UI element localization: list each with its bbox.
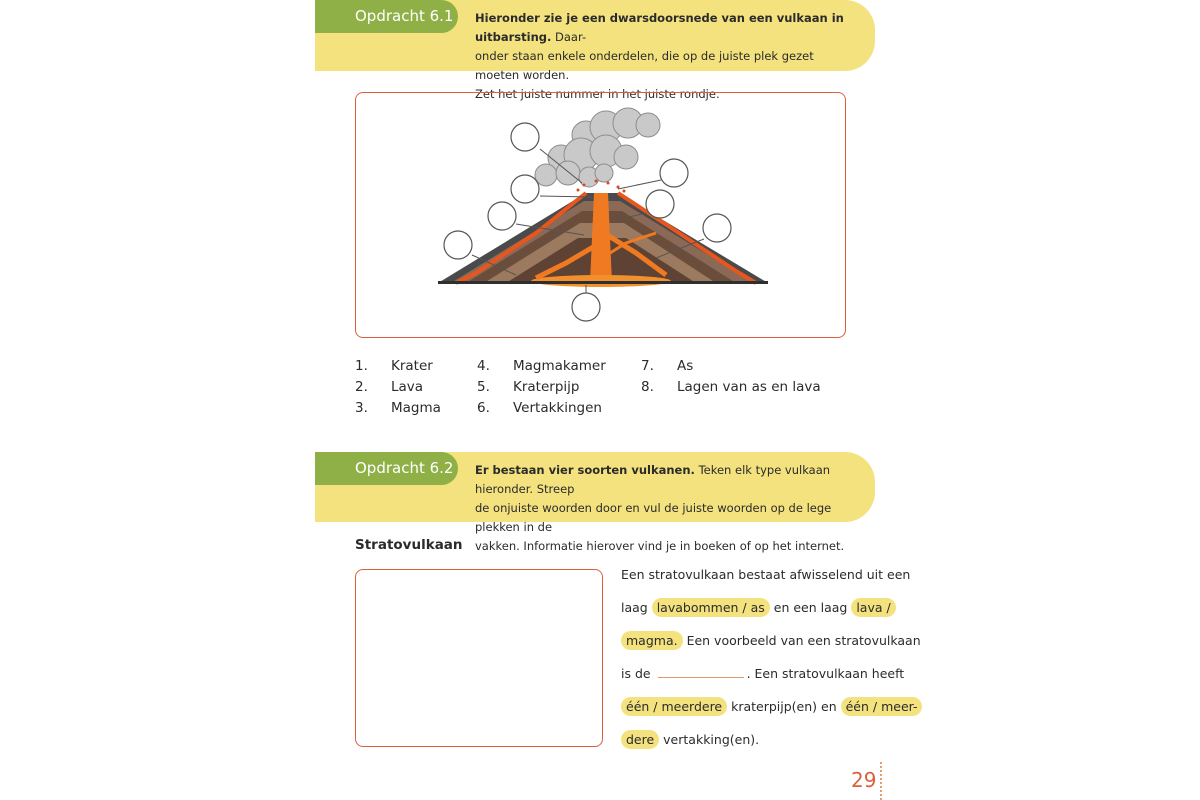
answer-circle[interactable] xyxy=(572,293,600,321)
legend-column-3 xyxy=(641,356,841,398)
answer-circle[interactable] xyxy=(488,202,516,230)
choice-highlight[interactable]: magma. xyxy=(621,631,683,650)
answer-circle[interactable] xyxy=(703,214,731,242)
exercise-instruction xyxy=(475,9,855,104)
text: is de xyxy=(621,666,655,681)
answer-blank[interactable] xyxy=(658,664,744,678)
exercise-tag: Opdracht 6.2 xyxy=(315,452,458,485)
exercise-6-1-banner xyxy=(315,0,875,101)
volcano-diagram-frame xyxy=(355,92,846,338)
legend-item xyxy=(355,356,465,377)
fill-in-paragraph xyxy=(621,564,921,764)
legend-item xyxy=(477,356,627,377)
legend-item xyxy=(355,398,465,419)
instruction-text: vakken. Informatie hierover vind je in boeken of op het internet. xyxy=(475,539,845,553)
exercise-tag: Opdracht 6.1 xyxy=(315,0,458,33)
choice-highlight[interactable]: één / meer- xyxy=(841,697,923,716)
legend-number: 3. xyxy=(355,400,368,416)
legend-label: Krater xyxy=(391,358,433,374)
choice-highlight[interactable]: lavabommen / as xyxy=(652,598,770,617)
legend-item xyxy=(477,398,627,419)
legend-item xyxy=(641,377,841,398)
legend-item xyxy=(355,377,465,398)
exercise-instruction xyxy=(475,461,855,556)
legend-item xyxy=(477,377,627,398)
legend-number: 4. xyxy=(477,358,490,374)
choice-highlight[interactable]: één / meerdere xyxy=(621,697,727,716)
paragraph-line xyxy=(621,597,896,619)
legend-column-1 xyxy=(355,356,465,419)
instruction-bold: Hieronder zie je een dwarsdoorsnede van een vulkaan in uitbarsting. xyxy=(475,11,844,44)
legend-label: Kraterpijp xyxy=(513,379,580,395)
paragraph-line xyxy=(621,696,922,718)
answer-circle[interactable] xyxy=(660,159,688,187)
paragraph-line: Een stratovulkaan bestaat afwisselend uit een xyxy=(621,567,911,582)
legend-label: Lava xyxy=(391,379,424,395)
legend-number: 5. xyxy=(477,379,490,395)
legend-number: 6. xyxy=(477,400,490,416)
legend-label: Magmakamer xyxy=(513,358,606,374)
choice-highlight[interactable]: dere xyxy=(621,730,659,749)
legend-number: 1. xyxy=(355,358,368,374)
answer-circle[interactable] xyxy=(444,231,472,259)
paragraph-line xyxy=(621,630,921,652)
instruction-text: de onjuiste woorden door en vul de juiste woorden op de lege plekken in de xyxy=(475,501,832,534)
answer-circle[interactable] xyxy=(511,123,539,151)
text: Een voorbeeld van een stratovulkaan xyxy=(682,633,921,648)
paragraph-line xyxy=(621,663,904,685)
instruction-text: onder staan enkele onderdelen, die op de juiste plek gezet moeten worden. xyxy=(475,49,814,82)
instruction-text: Daar- xyxy=(551,30,587,44)
paragraph-line xyxy=(621,729,759,751)
legend-label: As xyxy=(677,358,694,374)
answer-circle[interactable] xyxy=(646,190,674,218)
text: . Een stratovulkaan heeft xyxy=(746,666,905,681)
legend-label: Vertakkingen xyxy=(513,400,602,416)
section-title: Stratovulkaan xyxy=(355,537,463,553)
volcano-cross-section-illustration xyxy=(356,93,847,339)
legend-number: 7. xyxy=(641,358,654,374)
answer-circle[interactable] xyxy=(511,175,539,203)
legend-label: Magma xyxy=(391,400,441,416)
legend-item xyxy=(641,356,841,377)
drawing-area[interactable] xyxy=(355,569,603,747)
legend-column-2 xyxy=(477,356,627,419)
choice-highlight[interactable]: lava / xyxy=(851,598,895,617)
legend-number: 8. xyxy=(641,379,654,395)
text: kraterpijp(en) en xyxy=(727,699,841,714)
legend-label: Lagen van as en lava xyxy=(677,379,821,395)
text: laag xyxy=(621,600,652,615)
instruction-bold: Er bestaan vier soorten vulkanen. xyxy=(475,463,695,477)
text: vertakking(en). xyxy=(659,732,760,747)
instruction-text: Teken elk type vulkaan hieronder. Streep xyxy=(475,463,831,496)
text: en een laag xyxy=(769,600,852,615)
legend-number: 2. xyxy=(355,379,368,395)
page-number: 29 xyxy=(851,768,877,792)
page-divider xyxy=(880,762,882,800)
instruction-text: Zet het juiste nummer in het juiste rondje. xyxy=(475,87,720,101)
